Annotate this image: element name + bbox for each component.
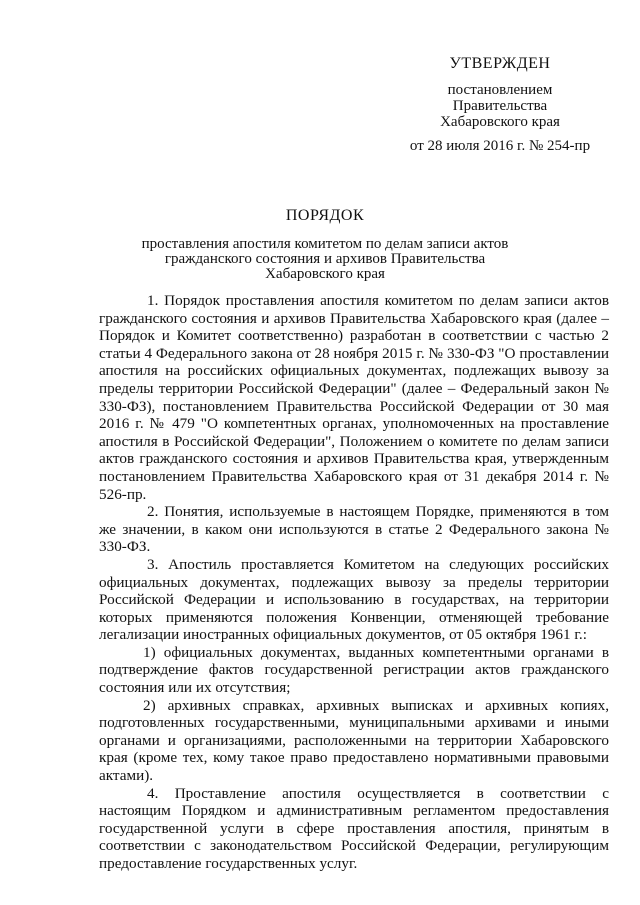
approval-date: от 28 июля 2016 г. № 254-пр	[409, 138, 591, 154]
paragraph-1: 1. Порядок проставления апостиля комитетом по делам записи актов гражданского состояния и архивов Правительства Хабаровского края (далее – Порядок и Комитет соответственно) разработан в соответствии с частью 2 статьи 4 Федерального закона от 28 ноября 2015 г. № 330-ФЗ "О проставлении апостиля на российских официальных документах, подлежащих вывозу за пределы территории Российской Федерации" (далее – Федеральный закон № 330-ФЗ), постановлением Правительства Российской Федерации от 30 мая 2016 г. № 479 "О компетентных органах, уполномоченных на проставление апостиля в Российской Федерации", Положением о комитете по делам записи актов гражданского состояния и архивов Правительства края, утвержденным постановлением Правительства Хабаровского края от 31 декабря 2014 г. № 526-пр.	[99, 292, 609, 503]
list-item-2: 2) архивных справках, архивных выписках и архивных копиях, подготовленных государственными, муниципальными архивами и иными органами и организациями, расположенными на территории Хабаровского края (кроме тех, кому такое право предоставлено нормативными правовыми актами).	[99, 696, 609, 785]
paragraph-2: 2. Понятия, используемые в настоящем Порядке, применяются в том же значении, в каком они используются в статье 2 Федерального закона № 330-ФЗ.	[99, 503, 609, 556]
document-subtitle-line-2: гражданского состояния и архивов Правительства	[164, 251, 486, 267]
document-body	[99, 292, 609, 873]
paragraph-4: 4. Проставление апостиля осуществляется в соответствии с настоящим Порядком и административным регламентом предоставления государственной услуги в сфере проставления апостиля, принятым в соответствии с законодательством Российской Федерации, регулирующим предоставление государственных услуг.	[99, 784, 609, 872]
document-title-block	[90, 207, 560, 282]
approval-stamp-block	[400, 56, 600, 154]
approval-line-2: Правительства	[452, 98, 548, 114]
approval-heading: УТВЕРЖДЕН	[449, 55, 551, 72]
paragraph-3: 3. Апостиль проставляется Комитетом на следующих российских официальных документах, подлежащих вывозу за пределы территории Российской Федерации и использованию в государствах, на территории которых применяются положения Конвенции, отменяющей требование легализации иностранных официальных документов, от 05 октября 1961 г.:	[99, 555, 609, 644]
approval-line-1: постановлением	[447, 82, 553, 98]
document-title: ПОРЯДОК	[285, 207, 365, 224]
document-subtitle-line-1: проставления апостиля комитетом по делам записи актов	[141, 236, 509, 252]
document-subtitle-line-3: Хабаровского края	[265, 266, 385, 282]
list-item-1: 1) официальных документах, выданных компетентными органами в подтверждение фактов государственной регистрации актов гражданского состояния или их отсутствия;	[99, 643, 609, 697]
approval-line-3: Хабаровского края	[440, 114, 560, 130]
